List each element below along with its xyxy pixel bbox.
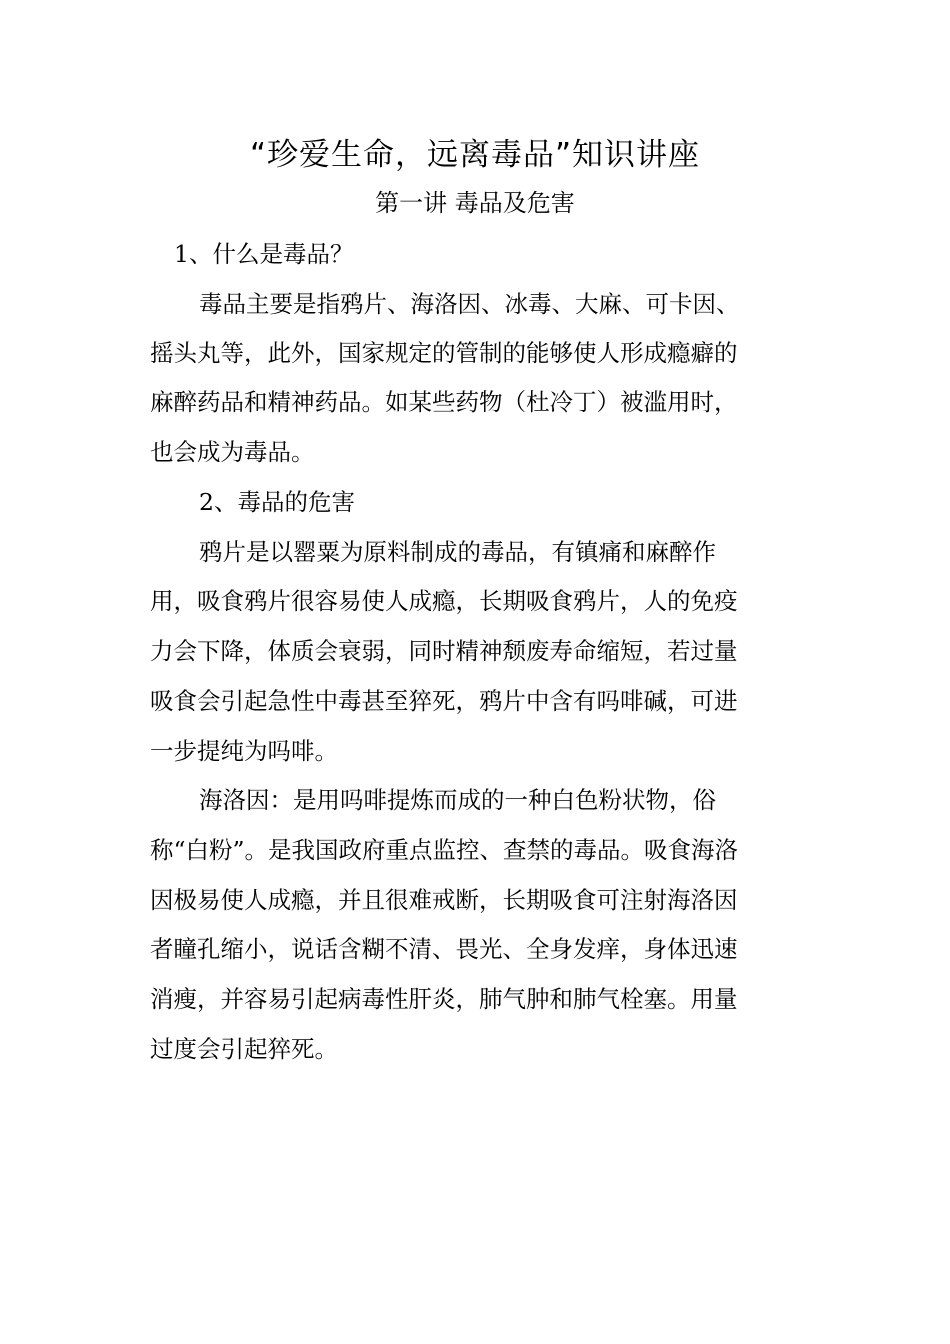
paragraph-line: 毒品主要是指鸦片、海洛因、冰毒、大麻、可卡因、 [199,290,740,318]
paragraph-line: 鸦片是以罂粟为原料制成的毒品，有镇痛和麻醉作 [199,538,716,566]
paragraph-line: 海洛因：是用吗啡提炼而成的一种白色粉状物，俗 [199,786,716,814]
paragraph-line: 者瞳孔缩小，说话含糊不清、畏光、全身发痒，身体迅速 [150,935,738,963]
paragraph-line: 称“白粉”。是我国政府重点监控、查禁的毒品。吸食海洛 [150,836,739,864]
document-title: “珍爱生命，远离毒品”知识讲座 [249,137,701,173]
paragraph-line: 过度会引起猝死。 [150,1035,338,1063]
section-heading-drug-harm: 2、毒品的危害 [199,488,355,516]
paragraph-line: 也会成为毒品。 [150,438,315,466]
paragraph-line: 用，吸食鸦片很容易使人成瘾，长期吸食鸦片，人的免疫 [150,587,738,615]
section-heading-what-is-drug: 1、什么是毒品？ [174,240,354,268]
paragraph-line: 一步提纯为吗啡。 [150,737,338,765]
paragraph-line: 因极易使人成瘾，并且很难戒断，长期吸食可注射海洛因 [150,886,738,914]
paragraph-line: 摇头丸等，此外，国家规定的管制的能够使人形成瘾癖的 [150,339,738,367]
paragraph-line: 消瘦，并容易引起病毒性肝炎，肺气肿和肺气栓塞。用量 [150,985,738,1013]
paragraph-line: 吸食会引起急性中毒甚至猝死，鸦片中含有吗啡碱，可进 [150,687,738,715]
lecture-subtitle: 第一讲 毒品及危害 [375,189,575,217]
paragraph-line: 麻醉药品和精神药品。如某些药物（杜冷丁）被滥用时， [150,388,738,416]
paragraph-line: 力会下降，体质会衰弱，同时精神颓废寿命缩短，若过量 [150,637,738,665]
